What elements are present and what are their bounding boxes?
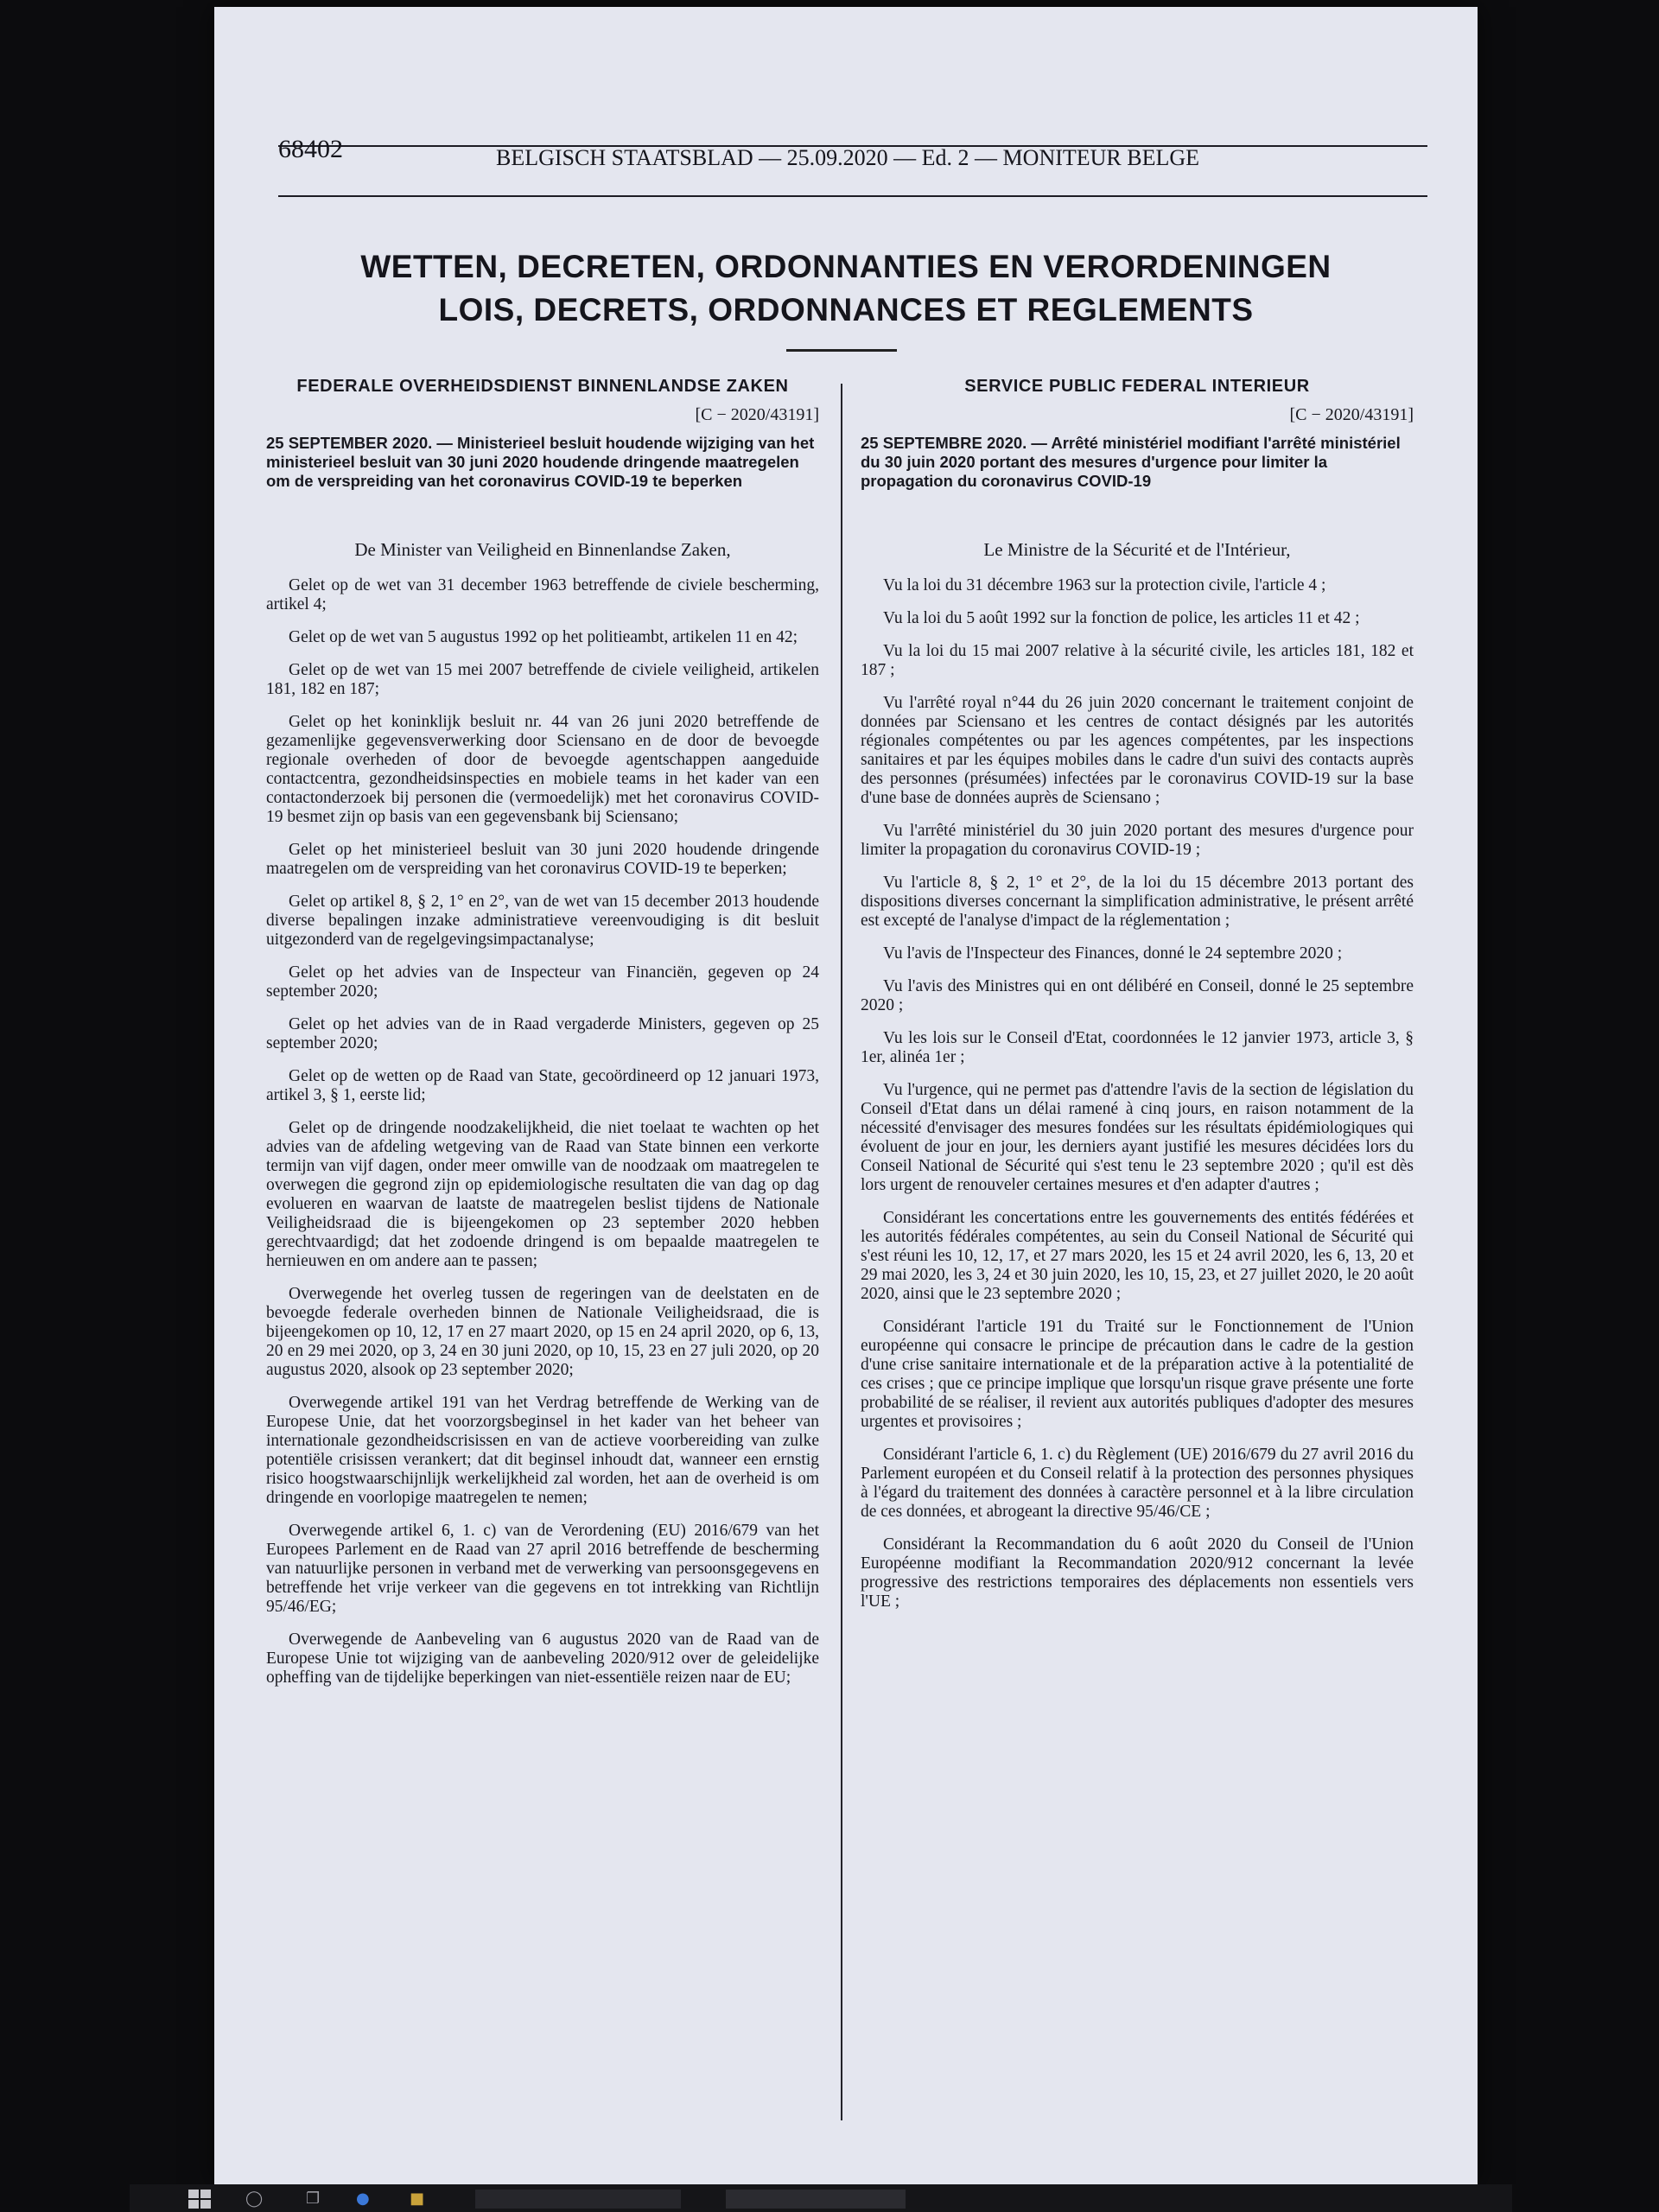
paragraph-nl: Gelet op artikel 8, § 2, 1° en 2°, van de wet van 15 december 2013 houdende diverse bepalingen inzake administratieve vereenvoudiging is dit besluit uitgezonderd van de regelgevingsimpactanalyse; [266,893,819,949]
minister-nl: De Minister van Veiligheid en Binnenlandse Zaken, [354,539,731,560]
page-number: 68402 [278,135,343,163]
header-rule-bottom [278,195,1427,197]
paragraph-fr: Vu la loi du 5 août 1992 sur la fonction de police, les articles 11 et 42 ; [883,609,1360,627]
paragraph-nl: Overwegende artikel 191 van het Verdrag betreffende de Werking van de Europese Unie, dat het voorzorgsbeginsel in het kader van het beheer van internationale gezondheidscrisissen en van de actieve voorbereiding van zulke potentiële crisissen verankert; dat dit beginsel inhoudt dat, wanneer een ernstig risico hoogstwaarschijnlijk werkelijkheid zal worden, het aan de overheid is om dringende en voorlopige maatregelen te nemen; [266,1394,819,1507]
paragraph-fr: Vu l'avis des Ministres qui en ont délibéré en Conseil, donné le 25 septembre 2020 ; [861,977,1414,1014]
taskbar-app-button[interactable] [726,2190,906,2209]
folder-icon[interactable]: ■ [410,2190,425,2208]
paragraph-nl: Gelet op het koninklijk besluit nr. 44 van 26 juni 2020 betreffende de gezamenlijke gegevensverwerking door Sciensano en de door de bevoegde regionale overheden of door de bevoegde agentschappen aangeduide contactcentra, gezondheidsinspecties en mobiele teams in het kader van een contactonderzoek bij personen die (vermoedelijk) met het coronavirus COVID-19 besmet zijn op basis van een gegevensbank bij Sciensano; [266,713,819,826]
title-rule [786,349,897,352]
paragraph-nl: Gelet op de wet van 31 december 1963 betreffende de civiele bescherming, artikel 4; [266,576,819,613]
taskbar [130,2184,1512,2212]
paragraph-fr: Vu les lois sur le Conseil d'Etat, coordonnées le 12 janvier 1973, article 3, § 1er, alinéa 1er ; [861,1029,1414,1066]
paragraph-nl: Gelet op het advies van de Inspecteur van Financiën, gegeven op 24 september 2020; [266,963,819,1001]
paragraph-fr: Considérant l'article 6, 1. c) du Règlement (UE) 2016/679 du 27 avril 2016 du Parlement européen et du Conseil relatif à la protection des personnes physiques à l'égard du traitement des données à caractère personnel et à la libre circulation de ces données, et abrogeant la directive 95/46/CE ; [861,1446,1414,1521]
main-title-nl: WETTEN, DECRETEN, ORDONNANTIES EN VERORDENINGEN [360,249,1332,284]
department-fr: SERVICE PUBLIC FEDERAL INTERIEUR [964,377,1310,396]
french-column [861,377,1414,1625]
column-divider [841,384,842,2120]
reference-nl: [C − 2020/43191] [695,405,819,424]
paragraph-nl: Gelet op de dringende noodzakelijkheid, die niet toelaat te wachten op het advies van de afdeling wetgeving van de Raad van State binnen een verkorte termijn van vijf dagen, onder meer omwille van de noodzaak om maatregelen te overwegen die gegrond zijn op epidemiologische resultaten die van dag op dag evolueren en waarvan de laatste de maatregelen beslist tijdens de Nationale Veiligheidsraad die is bijeengekomen op 23 september 2020 hebben gerechtvaardigd; dat het zodoende dringend is om bepaalde maatregelen te hernieuwen en om andere aan te passen; [266,1119,819,1270]
act-title-fr: 25 SEPTEMBRE 2020. — Arrêté ministériel modifiant l'arrêté ministériel du 30 juin 2020 portant des mesures d'urgence pour limiter la propagation du coronavirus COVID-19 [861,434,1401,490]
running-head: BELGISCH STAATSBLAD — 25.09.2020 — Ed. 2 — MONITEUR BELGE [496,145,1200,170]
taskbar-app-button[interactable] [475,2190,681,2209]
browser-icon[interactable]: ● [356,2190,370,2208]
paragraph-nl: Gelet op het advies van de in Raad vergaderde Ministers, gegeven op 25 september 2020; [266,1015,819,1052]
paragraph-fr: Considérant les concertations entre les gouvernements des entités fédérées et les autorités fédérales compétentes, au sein du Conseil National de Sécurité qui s'est réuni les 10, 12, 17, et 27 mars 2020, les 15 et 24 avril 2020, les 6, 13, 20 et 29 mai 2020, les 3, 24 et 30 juin 2020, les 10, 15, 23, et 27 juillet 2020, le 20 août 2020, ainsi que le 23 septembre 2020 ; [861,1209,1414,1303]
paragraph-fr: Vu l'article 8, § 2, 1° et 2°, de la loi du 15 décembre 2013 portant des dispositions diverses concernant la simplification administrative, le présent arrêté est excepté de l'analyse d'impact de la réglementation ; [861,874,1414,930]
paragraph-fr: Vu la loi du 31 décembre 1963 sur la protection civile, l'article 4 ; [883,576,1326,594]
paragraph-nl: Gelet op de wet van 5 augustus 1992 op het politieambt, artikelen 11 en 42; [289,628,798,646]
search-icon[interactable]: ◯ [245,2190,264,2208]
paragraph-fr: Considérant la Recommandation du 6 août 2020 du Conseil de l'Union Européenne modifiant la Recommandation 2020/912 concernant la levée progressive des restrictions temporaires des déplacements non essentiels vers l'UE ; [861,1535,1414,1611]
task-view-icon[interactable]: ❐ [306,2190,321,2208]
paragraph-fr: Vu l'arrêté royal n°44 du 26 juin 2020 concernant le traitement conjoint de données par Sciensano et les centres de contact désignés par les autorités régionales compétentes ou par les agences compétentes, par les inspections sanitaires et par les équipes mobiles dans le cadre d'un suivi des contacts auprès des personnes (présumées) infectées par le coronavirus COVID-19 sur la base d'une base de données auprès de Sciensano ; [861,694,1414,807]
paragraph-nl: Gelet op het ministerieel besluit van 30 juni 2020 houdende dringende maatregelen om de verspreiding van het coronavirus COVID-19 te beperken; [266,841,819,878]
paragraph-nl: Overwegende het overleg tussen de regeringen van de deelstaten en de bevoegde federale overheden binnen de Nationale Veiligheidsraad, die is bijeengekomen op 10, 12, 17 en 27 maart 2020, op 15 en 24 april 2020, op 6, 13, 20 en 29 mei 2020, op 3, 24 en 30 juni 2020, op 10, 15, 23 en 27 juli 2020, op 20 augustus 2020, alsook op 23 september 2020; [266,1285,819,1379]
gazette-page [214,7,1478,2184]
paragraph-nl: Gelet op de wetten op de Raad van State, gecoördineerd op 12 januari 1973, artikel 3, § 1, eerste lid; [266,1067,819,1104]
main-title-fr: LOIS, DECRETS, ORDONNANCES ET REGLEMENTS [438,292,1254,327]
paragraph-fr: Vu l'arrêté ministériel du 30 juin 2020 portant des mesures d'urgence pour limiter la propagation du coronavirus COVID-19 ; [861,822,1414,859]
paragraph-fr: Considérant l'article 191 du Traité sur le Fonctionnement de l'Union européenne qui consacre le principe de précaution dans le cadre de la gestion d'une crise sanitaire internationale et de la préparation active à la potentialité de ces crises ; que ce principe implique que lorsqu'un risque grave présente une forte probabilité de se réaliser, il revient aux autorités publiques d'adopter des mesures urgentes et provisoires ; [861,1318,1414,1431]
windows-start-icon[interactable] [188,2190,211,2209]
paragraph-fr: Vu l'avis de l'Inspecteur des Finances, donné le 24 septembre 2020 ; [883,944,1343,963]
department-nl: FEDERALE OVERHEIDSDIENST BINNENLANDSE ZAKEN [296,377,789,396]
minister-fr: Le Ministre de la Sécurité et de l'Intérieur, [983,539,1291,560]
paragraph-fr: Vu l'urgence, qui ne permet pas d'attendre l'avis de la section de législation du Conseil d'Etat dans un délai ramené à cinq jours, en raison notamment de la nécessité d'envisager des mesures fondées sur les résultats épidémiologiques qui évoluent de jour en jour, les derniers ayant justifié les mesures décidées lors du Conseil National de Sécurité qui s'est tenu le 23 septembre 2020 ; qu'il est dès lors urgent de renouveler certaines mesures et d'en adapter d'autres ; [861,1081,1414,1194]
system-tray[interactable] [1201,2190,1460,2209]
dutch-column [266,377,819,1701]
reference-fr: [C − 2020/43191] [1289,405,1414,424]
paragraph-nl: Overwegende artikel 6, 1. c) van de Verordening (EU) 2016/679 van het Europees Parlement en de Raad van 27 april 2016 betreffende de bescherming van natuurlijke personen in verband met de verwerking van persoonsgegevens en betreffende het vrije verkeer van die gegevens en tot intrekking van Richtlijn 95/46/EG; [266,1522,819,1616]
paragraph-fr: Vu la loi du 15 mai 2007 relative à la sécurité civile, les articles 181, 182 et 187 ; [861,642,1414,679]
paragraph-nl: Overwegende de Aanbeveling van 6 augustus 2020 van de Raad van de Europese Unie tot wijziging van de aanbeveling 2020/912 over de geleidelijke opheffing van de tijdelijke beperkingen van niet-essentiële reizen naar de EU; [266,1630,819,1687]
act-title-nl: 25 SEPTEMBER 2020. — Ministerieel besluit houdende wijziging van het ministerieel besluit van 30 juni 2020 houdende dringende maatregelen om de verspreiding van het coronavirus COVID-19 te beperken [266,434,815,490]
paragraph-nl: Gelet op de wet van 15 mei 2007 betreffende de civiele veiligheid, artikelen 181, 182 en 187; [266,661,819,698]
